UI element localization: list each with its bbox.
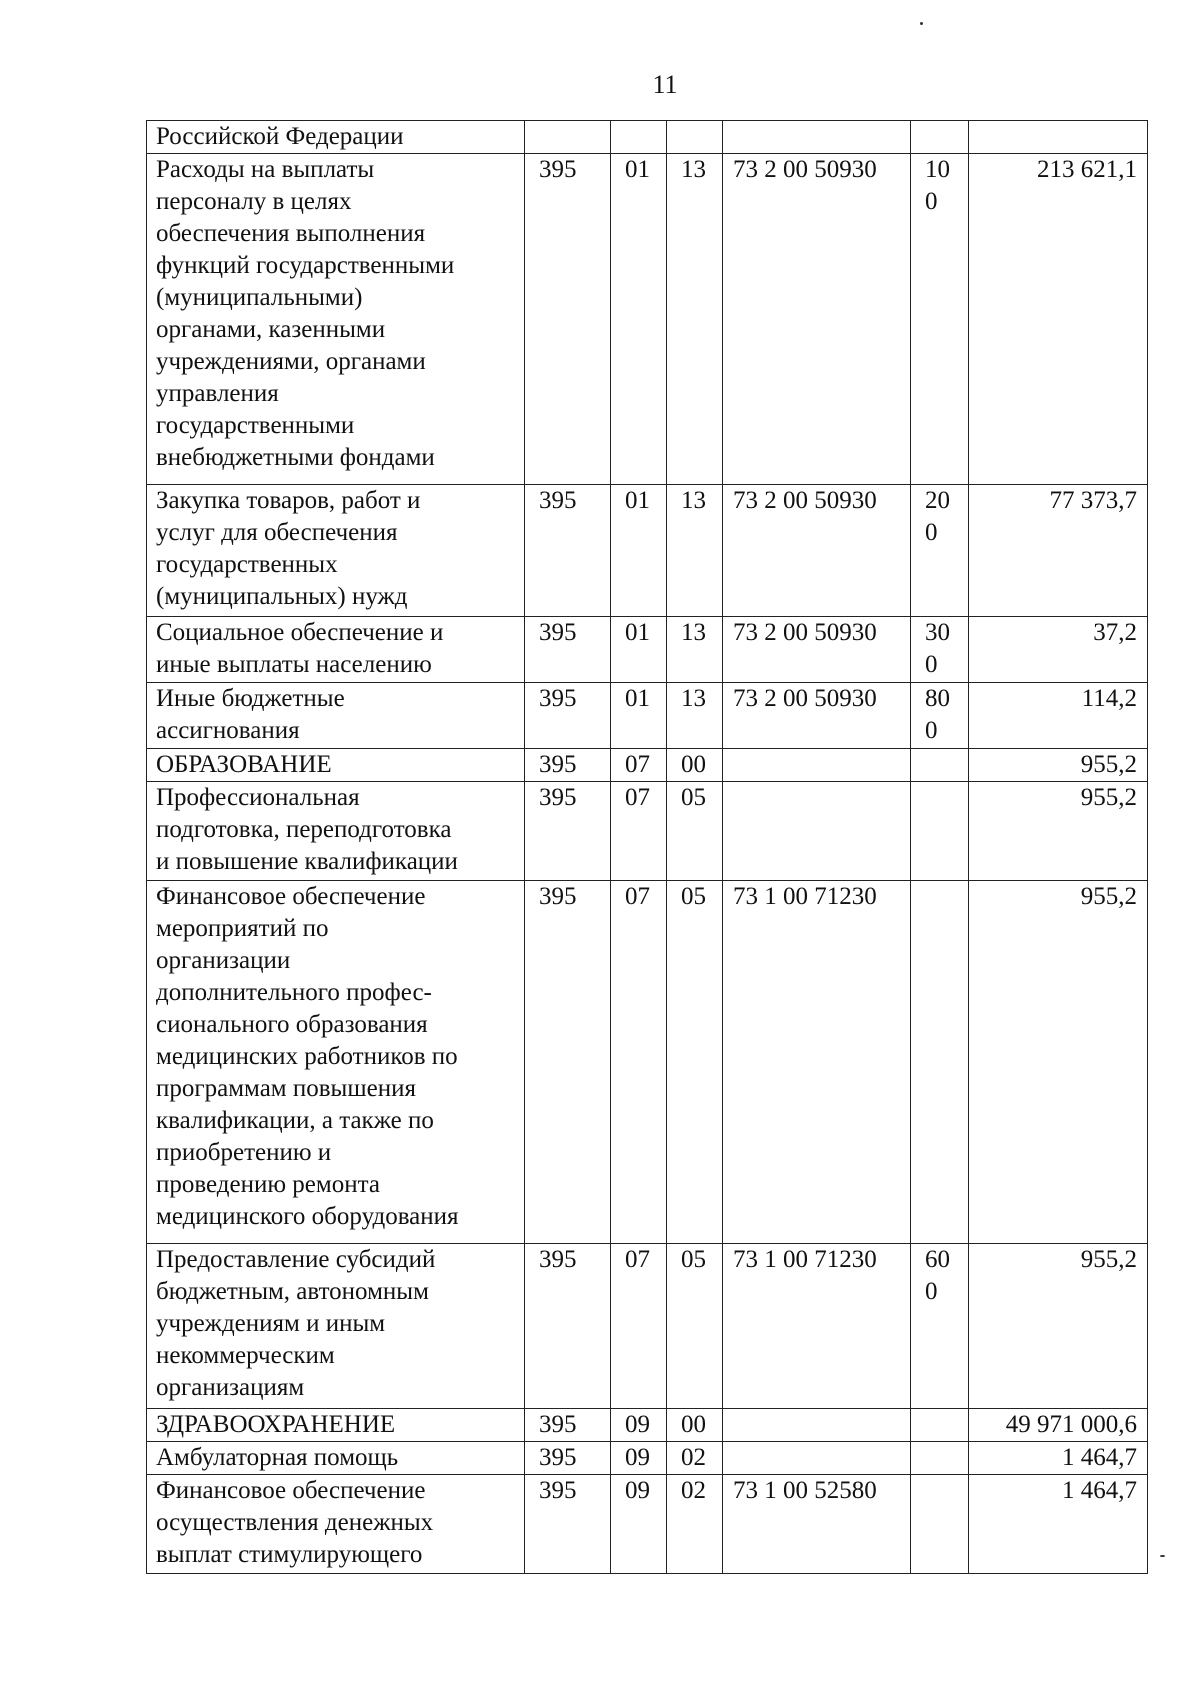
subsection-code: 13 [667, 485, 723, 617]
table-row [147, 749, 1148, 782]
subsection-code: 00 [667, 1409, 723, 1442]
expense-type-code: 800 [911, 683, 969, 749]
amount: 955,2 [969, 749, 1148, 782]
section-code: 09 [611, 1475, 667, 1574]
amount: 1 464,7 [969, 1442, 1148, 1475]
target-article-code: 73 1 00 52580 [723, 1475, 911, 1574]
table-row [147, 485, 1148, 617]
subsection-code: 13 [667, 617, 723, 683]
row-name: Иные бюджетные ассигнования [147, 683, 525, 749]
expense-type-code [911, 881, 969, 1244]
table-row [147, 1442, 1148, 1475]
target-article-code: 73 2 00 50930 [723, 485, 911, 617]
expense-type-code [911, 1475, 969, 1574]
ministry-code: 395 [525, 485, 611, 617]
ministry-code: 395 [525, 881, 611, 1244]
section-code: 01 [611, 485, 667, 617]
amount: 955,2 [969, 782, 1148, 881]
scan-speck [1160, 1555, 1165, 1557]
amount: 77 373,7 [969, 485, 1148, 617]
table-row [147, 121, 1148, 154]
subsection-code: 13 [667, 683, 723, 749]
target-article-code: 73 2 00 50930 [723, 617, 911, 683]
amount [969, 121, 1148, 154]
row-name: ОБРАЗОВАНИЕ [147, 749, 525, 782]
section-code: 09 [611, 1442, 667, 1475]
section-code: 01 [611, 154, 667, 485]
amount: 114,2 [969, 683, 1148, 749]
table-row [147, 154, 1148, 485]
ministry-code: 395 [525, 749, 611, 782]
target-article-code [723, 749, 911, 782]
target-article-code: 73 2 00 50930 [723, 683, 911, 749]
row-name: Амбулаторная помощь [147, 1442, 525, 1475]
amount: 955,2 [969, 1244, 1148, 1409]
row-name: Финансовое обеспечение осуществления денежных выплат стимулирующего [147, 1475, 525, 1574]
ministry-code: 395 [525, 683, 611, 749]
subsection-code: 05 [667, 881, 723, 1244]
section-code: 07 [611, 1244, 667, 1409]
scan-speck [920, 22, 923, 25]
subsection-code: 13 [667, 154, 723, 485]
amount: 37,2 [969, 617, 1148, 683]
row-name: Расходы на выплаты персоналу в целях обеспечения выполнения функций государственными (муниципальными) органами, казенными учреждениями, органами управления государственными внебюджетными фондами [147, 154, 525, 485]
expense-type-code: 100 [911, 154, 969, 485]
row-name: Предоставление субсидий бюджетным, автономным учреждениям и иным некоммерческим организациям [147, 1244, 525, 1409]
budget-table [146, 120, 1148, 1574]
table-row [147, 683, 1148, 749]
table-row [147, 881, 1148, 1244]
table-row [147, 617, 1148, 683]
amount: 213 621,1 [969, 154, 1148, 485]
section-code: 07 [611, 782, 667, 881]
subsection-code: 00 [667, 749, 723, 782]
target-article-code: 73 1 00 71230 [723, 881, 911, 1244]
amount: 955,2 [969, 881, 1148, 1244]
row-name: Профессиональная подготовка, переподготовка и повышение квалификации [147, 782, 525, 881]
subsection-code: 02 [667, 1442, 723, 1475]
table-row [147, 1409, 1148, 1442]
subsection-code [667, 121, 723, 154]
subsection-code: 05 [667, 1244, 723, 1409]
target-article-code [723, 1442, 911, 1475]
amount: 1 464,7 [969, 1475, 1148, 1574]
ministry-code [525, 121, 611, 154]
page-number: 11 [652, 70, 678, 99]
expense-type-code: 600 [911, 1244, 969, 1409]
subsection-code: 05 [667, 782, 723, 881]
expense-type-code: 300 [911, 617, 969, 683]
ministry-code: 395 [525, 782, 611, 881]
section-code: 01 [611, 683, 667, 749]
row-name: ЗДРАВООХРАНЕНИЕ [147, 1409, 525, 1442]
table-row [147, 1244, 1148, 1409]
section-code: 07 [611, 881, 667, 1244]
target-article-code [723, 1409, 911, 1442]
expense-type-code [911, 1409, 969, 1442]
ministry-code: 395 [525, 1475, 611, 1574]
ministry-code: 395 [525, 1442, 611, 1475]
ministry-code: 395 [525, 1244, 611, 1409]
target-article-code [723, 121, 911, 154]
expense-type-code [911, 782, 969, 881]
amount: 49 971 000,6 [969, 1409, 1148, 1442]
expense-type-code [911, 749, 969, 782]
table-row [147, 782, 1148, 881]
section-code: 07 [611, 749, 667, 782]
expense-type-code [911, 1442, 969, 1475]
row-name: Закупка товаров, работ и услуг для обеспечения государственных (муниципальных) нужд [147, 485, 525, 617]
row-name: Социальное обеспечение и иные выплаты населению [147, 617, 525, 683]
target-article-code: 73 2 00 50930 [723, 154, 911, 485]
target-article-code [723, 782, 911, 881]
row-name: Российской Федерации [147, 121, 525, 154]
target-article-code: 73 1 00 71230 [723, 1244, 911, 1409]
row-name: Финансовое обеспечение мероприятий по организации дополнительного профес- сионального образования медицинских работников по программам повышения квалификации, а также по приобретению и проведению ремонта медицинского оборудования [147, 881, 525, 1244]
section-code: 01 [611, 617, 667, 683]
expense-type-code: 200 [911, 485, 969, 617]
ministry-code: 395 [525, 1409, 611, 1442]
subsection-code: 02 [667, 1475, 723, 1574]
ministry-code: 395 [525, 617, 611, 683]
expense-type-code [911, 121, 969, 154]
table-row [147, 1475, 1148, 1574]
section-code [611, 121, 667, 154]
ministry-code: 395 [525, 154, 611, 485]
section-code: 09 [611, 1409, 667, 1442]
